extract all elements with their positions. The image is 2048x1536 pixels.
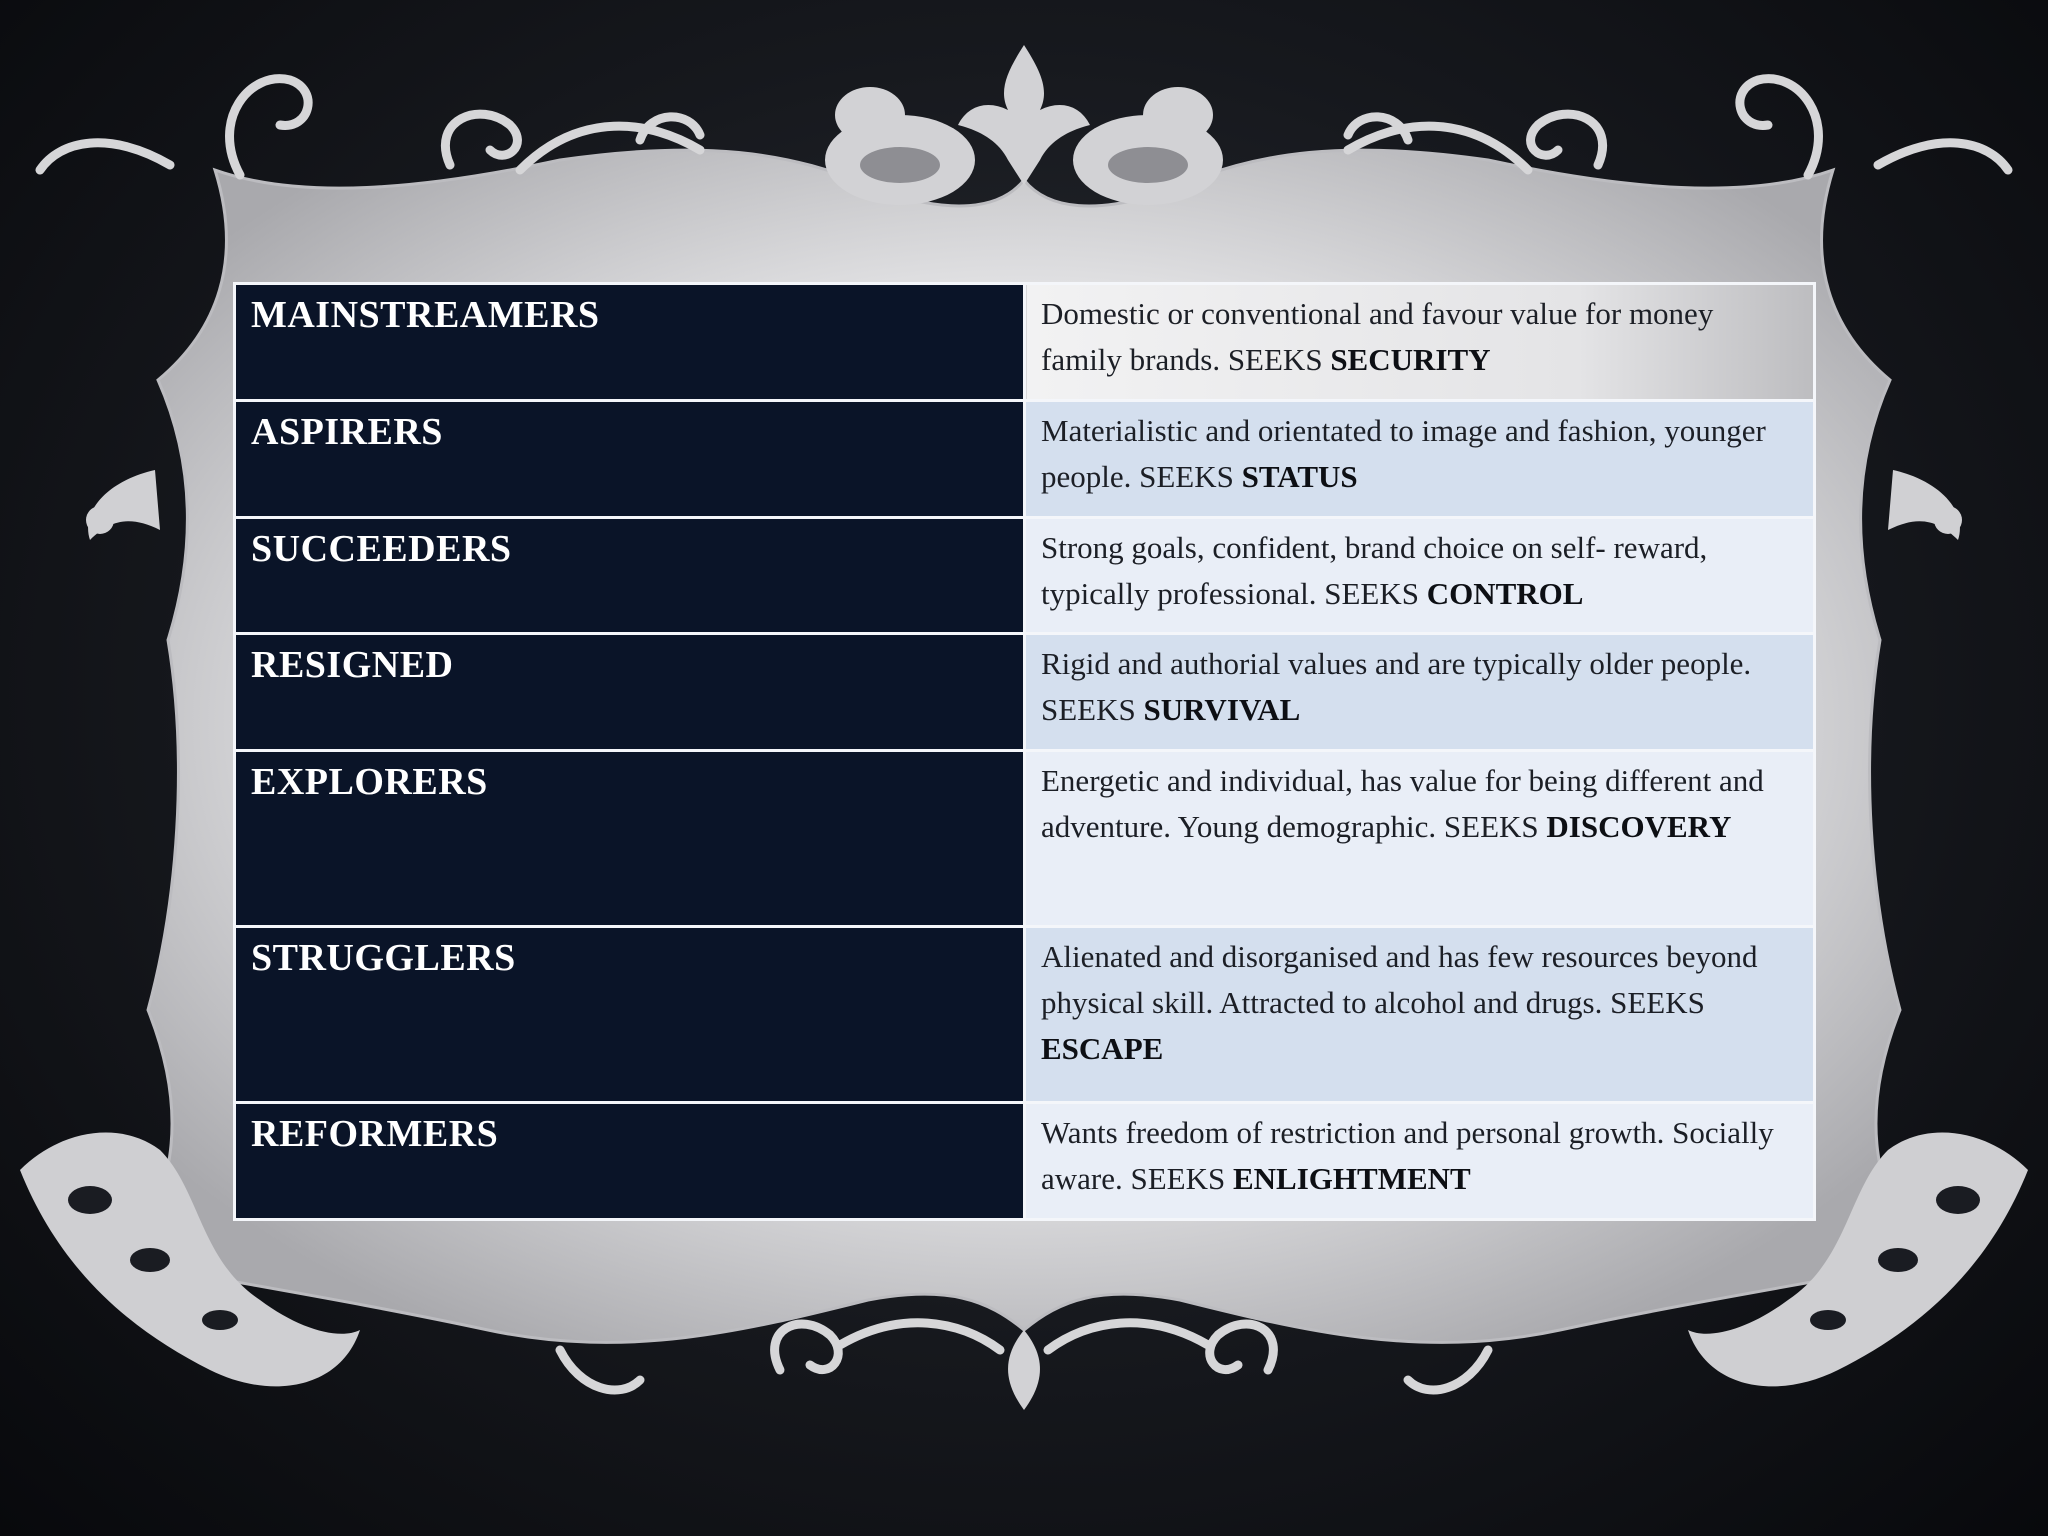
group-name: MAINSTREAMERS <box>251 294 600 336</box>
description-cell <box>1025 1103 1815 1220</box>
group-name-cell <box>235 518 1025 634</box>
seeks-value: SURVIVAL <box>1143 692 1301 727</box>
description-cell <box>1025 634 1815 751</box>
group-name-cell <box>235 634 1025 751</box>
group-name: EXPLORERS <box>251 761 488 803</box>
description-cell <box>1025 284 1815 401</box>
table-row <box>235 1103 1815 1220</box>
description-text: Materialistic and orientated to image and fashion, younger people. SEEKS <box>1041 413 1766 494</box>
description-cell <box>1025 401 1815 518</box>
group-name-cell <box>235 1103 1025 1220</box>
seeks-value: ENLIGHTMENT <box>1232 1161 1471 1196</box>
seeks-value: STATUS <box>1241 459 1358 494</box>
table-row <box>235 634 1815 751</box>
group-name: STRUGGLERS <box>251 937 516 979</box>
description-text: Strong goals, confident, brand choice on self- reward, typically professional. SEEKS <box>1041 530 1708 611</box>
table-row <box>235 518 1815 634</box>
description-cell <box>1025 518 1815 634</box>
description-text: Energetic and individual, has value for being different and adventure. Young demographic. SEEKS <box>1041 763 1764 844</box>
seeks-value: SECURITY <box>1330 342 1491 377</box>
group-name: RESIGNED <box>251 644 454 686</box>
description-text: Wants freedom of restriction and personal growth. Socially aware. SEEKS <box>1041 1115 1774 1196</box>
group-name: SUCCEEDERS <box>251 528 512 570</box>
description-cell <box>1025 751 1815 927</box>
description-text: Rigid and authorial values and are typically older people. SEEKS <box>1041 646 1752 727</box>
description-cell <box>1025 927 1815 1103</box>
table-row <box>235 927 1815 1103</box>
table-row <box>235 751 1815 927</box>
psychographic-groups-table <box>233 282 1816 1221</box>
seeks-value: CONTROL <box>1426 576 1584 611</box>
seeks-value: ESCAPE <box>1041 1031 1164 1066</box>
group-name-cell <box>235 751 1025 927</box>
group-name: ASPIRERS <box>251 411 443 453</box>
description-text: Domestic or conventional and favour value for money family brands. SEEKS <box>1041 296 1714 377</box>
seeks-value: DISCOVERY <box>1546 809 1732 844</box>
group-name: REFORMERS <box>251 1113 499 1155</box>
table-row <box>235 284 1815 401</box>
group-name-cell <box>235 284 1025 401</box>
group-name-cell <box>235 927 1025 1103</box>
table-row <box>235 401 1815 518</box>
bottom-center-ornament <box>1008 1330 1040 1410</box>
group-name-cell <box>235 401 1025 518</box>
description-text: Alienated and disorganised and has few resources beyond physical skill. Attracted to alcohol and drugs. SEEKS <box>1041 939 1758 1020</box>
